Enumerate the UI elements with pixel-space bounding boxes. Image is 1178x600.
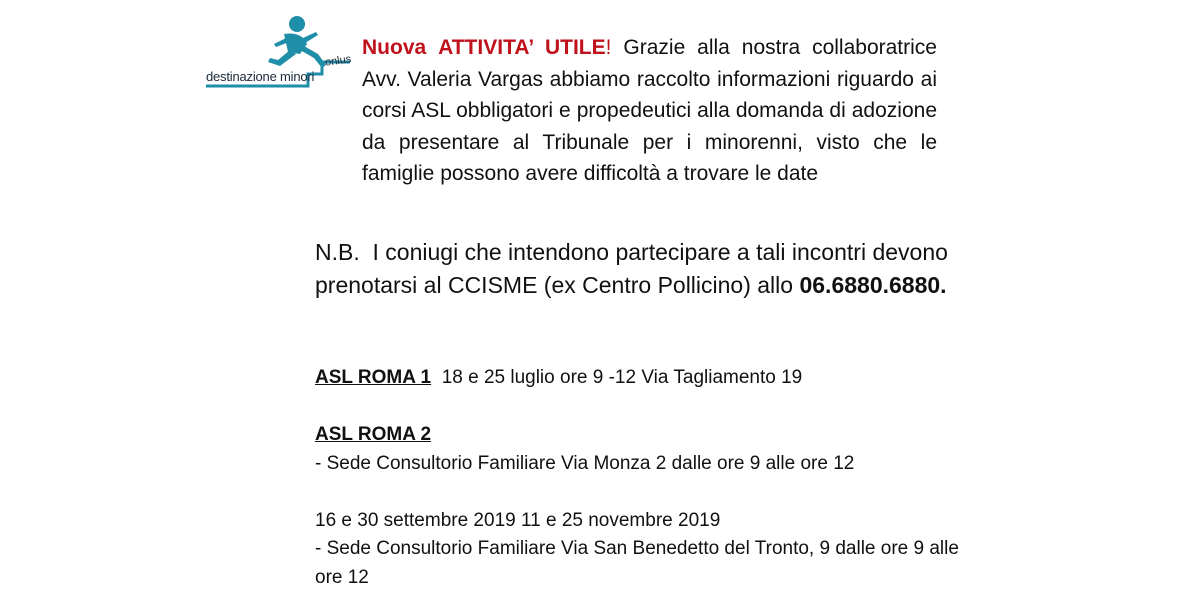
asl1-details: 18 e 25 luglio ore 9 -12 Via Tagliamento 19 (441, 367, 803, 388)
asl2-title: ASL ROMA 2 (315, 424, 432, 445)
asl2-dates1: 16 e 30 settembre 2019 11 e 25 novembre 2019 (315, 509, 721, 531)
intro-body: Grazie alla nostra collaboratrice Avv. Valeria Vargas abbiamo raccolto informazioni riguardo ai corsi ASL obbligatori e propedeutici alla domanda di adozione da presentare al Tribunale per i minorenni, visto che le famiglie possono avere difficoltà a trovare le date (362, 36, 937, 185)
logo-wordmark: destinazione minori (206, 69, 315, 84)
intro-lead-new: Nuova (362, 36, 427, 59)
logo-onlus: onlus (324, 53, 353, 69)
notice-text: I coniugi che intendono partecipare a tali incontri devono prenotarsi al CCISME (ex Centro Pollicino) allo (315, 239, 948, 298)
logo (204, 14, 354, 100)
intro-lead-exclamation: ! (605, 36, 612, 59)
intro-paragraph (362, 32, 937, 190)
notice (315, 236, 1035, 302)
schedule (315, 364, 1075, 592)
asl2-title-row (315, 421, 1075, 450)
notice-label: N.B. (315, 239, 360, 265)
asl1-row (315, 364, 1075, 393)
notice-phone: 06.6880.6880. (799, 272, 947, 298)
asl1-title: ASL ROMA 1 (315, 367, 432, 388)
intro-lead-activity: ATTIVITA’ UTILE (438, 36, 606, 59)
asl2-line1: - Sede Consultorio Familiare Via Monza 2 dalle ore 9 alle ore 12 (315, 452, 855, 474)
asl2-line2: - Sede Consultorio Familiare Via San Benedetto del Tronto, 9 dalle ore 9 alle ore 12 (315, 538, 959, 588)
